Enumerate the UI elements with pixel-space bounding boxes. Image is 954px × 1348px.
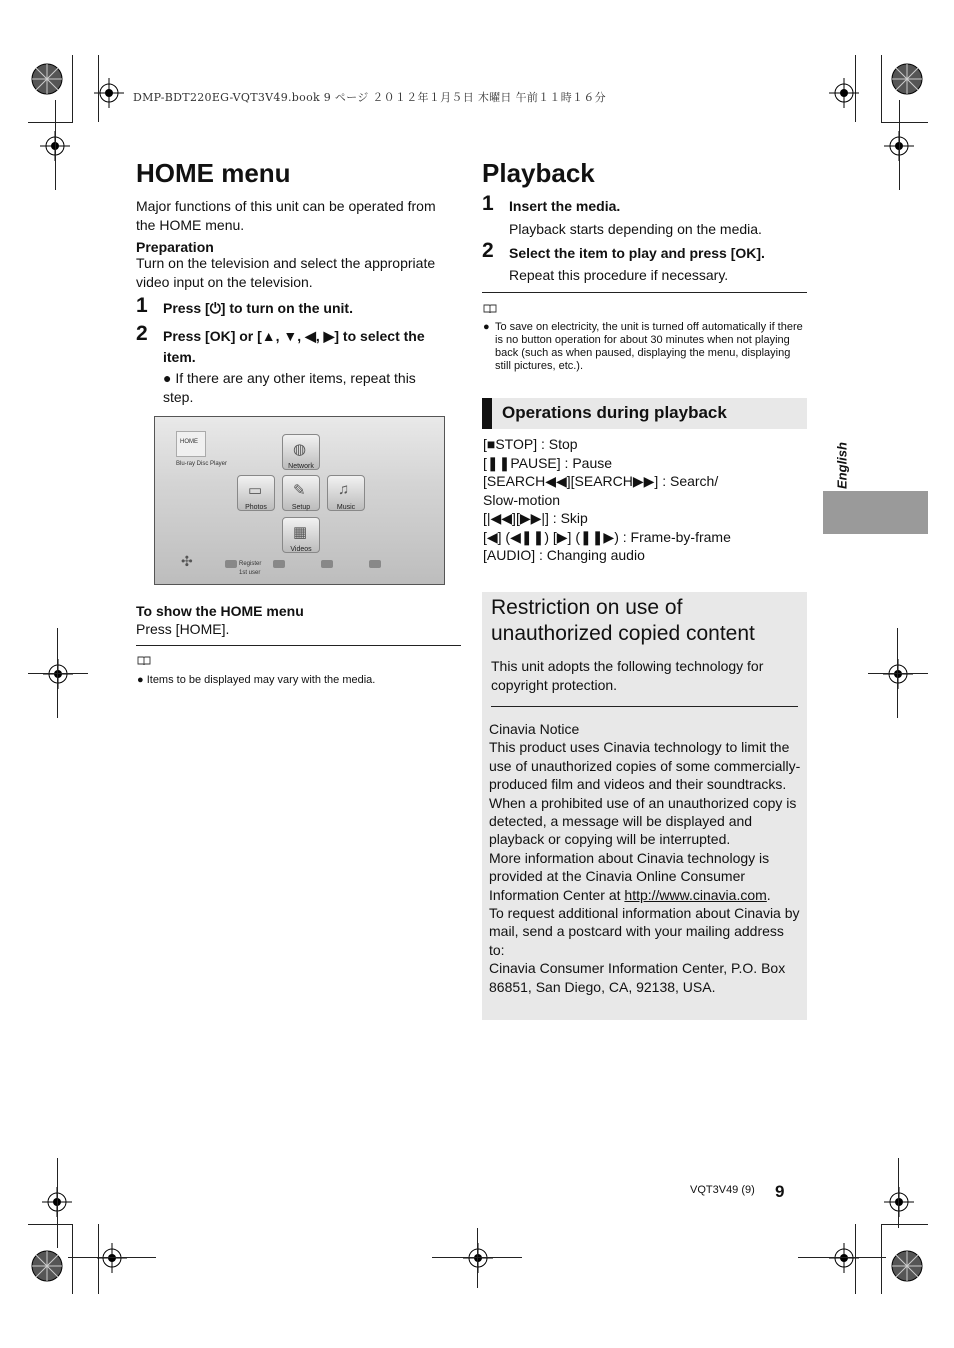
playback-note: To save on electricity, the unit is turned off automatically if there is no button operation for about 30 minutes when not playing back (such as when paused, displaying the menu, displaying still pictures, etc.). <box>495 321 803 372</box>
step-text: Press [⏻] to turn on the unit. <box>163 300 353 316</box>
note-book-icon <box>483 304 497 314</box>
home-label-box <box>176 431 206 457</box>
notice-address: Cinavia Consumer Information Center, P.O. Box 86851, San Diego, CA, 92138, USA. <box>489 960 786 995</box>
show-home-title: To show the HOME menu <box>136 603 304 619</box>
device-label: Blu-ray Disc Player <box>176 461 228 467</box>
crosshair-icon <box>43 659 73 689</box>
operations-title: Operations during playback <box>502 403 727 422</box>
dpad-icon: ✣ <box>181 553 193 569</box>
preparation-title: Preparation <box>136 239 214 255</box>
step-number: 2 <box>482 239 494 262</box>
blue-button-icon <box>369 560 381 568</box>
tools-icon: ✎ <box>293 482 306 499</box>
operations-header <box>482 398 807 429</box>
cinavia-notice <box>489 720 801 996</box>
yellow-button-icon <box>321 560 333 568</box>
crosshair-icon <box>463 1243 493 1273</box>
operation-line: [SEARCH◀◀][SEARCH▶▶] : Search/ <box>483 473 719 489</box>
network-tile[interactable]: ◍ Network <box>282 434 320 470</box>
notice-paragraph: This product uses Cinavia technology to limit the use of unauthorized copies of some commercially-produced film and videos and their soundtracks. When a prohibited use of an unauthorized copy is detected, a message will be displayed and playback or copying will be interrupted. <box>489 739 801 848</box>
step-subtext: Repeat this procedure if necessary. <box>509 267 729 283</box>
home-menu-screenshot <box>154 416 445 585</box>
step-text: Press [OK] or [▲, ▼, ◀, ▶] to select the item. <box>163 328 425 365</box>
header-accent <box>482 398 492 429</box>
crosshair-icon <box>884 1187 914 1217</box>
crosshair-icon <box>97 1243 127 1273</box>
notice-paragraph: To request additional information about Cinavia by mail, send a postcard with your mailing address to: <box>489 905 800 958</box>
home-note: ● Items to be displayed may vary with the media. <box>137 674 376 686</box>
operation-line: [■STOP] : Stop <box>483 436 578 452</box>
note-book-icon <box>137 656 151 666</box>
show-home-text: Press [HOME]. <box>136 621 230 637</box>
home-intro: Major functions of this unit can be operated from the HOME menu. <box>136 198 436 233</box>
print-header: DMP-BDT220EG-VQT3V49.book 9 ページ ２０１２年１月５日 木曜日 午前１１時１６分 <box>133 91 606 104</box>
user-label: 1st user <box>239 570 261 576</box>
videos-tile[interactable]: ▦ Videos <box>282 517 320 553</box>
setup-tile[interactable]: ✎ Setup <box>282 475 320 511</box>
step-number: 1 <box>136 294 148 317</box>
step-subtext: Playback starts depending on the media. <box>509 221 762 237</box>
restriction-title: Restriction on use of unauthorized copied content <box>491 596 755 645</box>
home-title: HOME menu <box>136 158 291 188</box>
restriction-box <box>482 592 807 1020</box>
notice-paragraph: More information about Cinavia technology is provided at the Cinavia Online Consumer Information Center at http://www.cinavia.com. <box>489 849 771 903</box>
preparation-text: Turn on the television and select the appropriate video input on the television. <box>136 255 436 290</box>
divider <box>136 645 461 646</box>
globe-icon: ◍ <box>293 441 307 458</box>
operation-line: [|◀◀][▶▶|] : Skip <box>483 510 588 526</box>
green-button-icon <box>273 560 285 568</box>
restriction-intro: This unit adopts the following technology for copyright protection. <box>491 658 764 693</box>
step-text: Select the item to play and press [OK]. <box>509 245 765 261</box>
operation-line: Slow-motion <box>483 492 561 508</box>
divider <box>482 292 807 293</box>
bullet-text: ● If there are any other items, repeat this step. <box>163 370 416 405</box>
cinavia-link[interactable]: http://www.cinavia.com <box>624 886 767 903</box>
music-tile[interactable]: ♫ Music <box>327 475 365 511</box>
operation-line: [◀] (◀❚❚) [▶] (❚❚▶) : Frame-by-frame <box>483 529 731 545</box>
step-number: 1 <box>482 192 494 215</box>
step-number: 2 <box>136 322 148 345</box>
registration-target-icon <box>888 1247 928 1287</box>
registration-target-icon <box>888 60 928 100</box>
photos-tile[interactable]: ▭ Photos <box>237 475 275 511</box>
side-tab <box>823 491 928 534</box>
page-number: 9 <box>775 1182 785 1201</box>
registration-target-icon <box>28 1247 68 1287</box>
photo-icon: ▭ <box>248 482 263 499</box>
red-button-icon <box>225 560 237 568</box>
music-note-icon: ♫ <box>338 481 350 498</box>
notice-title: Cinavia Notice <box>489 721 580 737</box>
side-language-label: English <box>834 442 850 489</box>
step-text: Insert the media. <box>509 198 621 214</box>
home-label: HOME <box>180 439 198 445</box>
operation-line: [❚❚PAUSE] : Pause <box>483 455 613 471</box>
registration-target-icon <box>28 60 68 100</box>
operation-line: [AUDIO] : Changing audio <box>483 547 645 563</box>
register-label: Register <box>239 561 262 567</box>
film-icon: ▦ <box>293 524 308 541</box>
crosshair-icon <box>829 78 859 108</box>
footer-code: VQT3V49 (9) <box>690 1184 755 1196</box>
divider <box>491 706 798 707</box>
bullet-icon: ● <box>483 321 490 333</box>
playback-title: Playback <box>482 158 595 188</box>
crosshair-icon <box>883 659 913 689</box>
